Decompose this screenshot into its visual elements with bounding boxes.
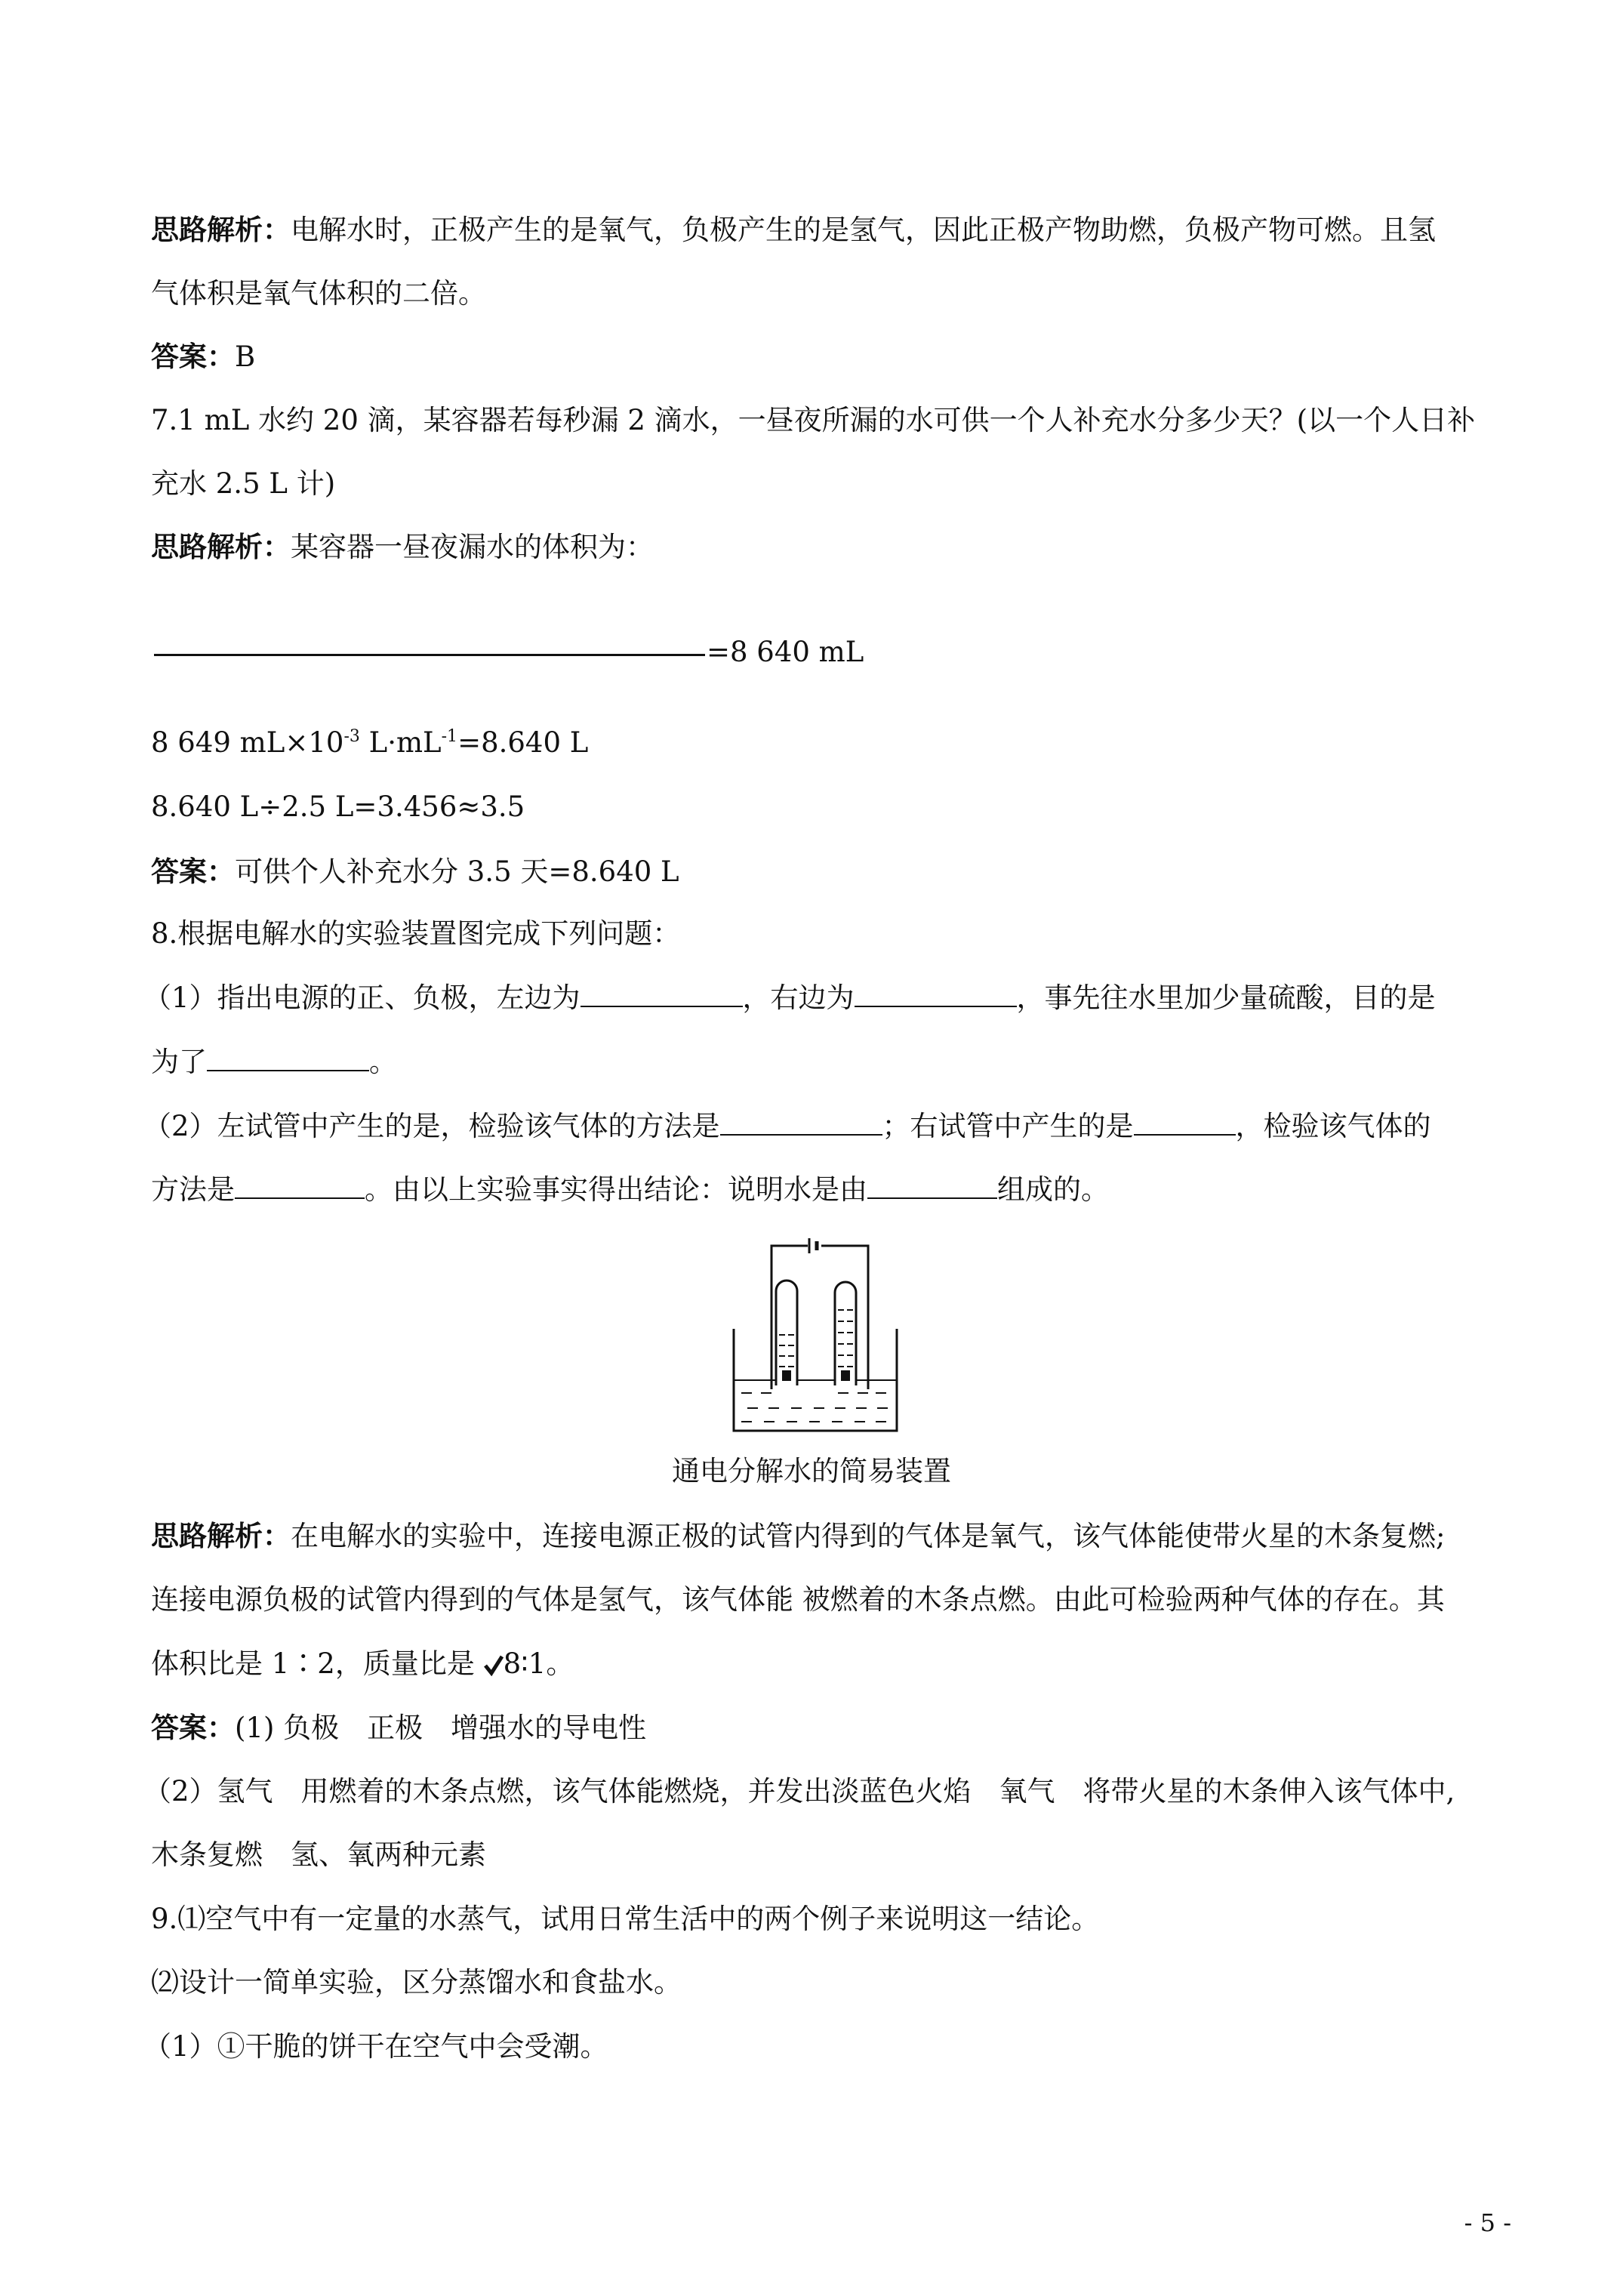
q7-answer-text: 可供个人补充水分 3.5 天=8.640 L <box>235 855 679 888</box>
q8-answer-text1: (1) 负极 正极 增强水的导电性 <box>235 1712 647 1744</box>
q8-title: 8.根据电解水的实验装置图完成下列问题： <box>151 917 681 950</box>
q8-p1-d: 为了 <box>151 1046 207 1078</box>
q8-analysis-line3 <box>151 1646 574 1682</box>
q8-answer-label: 答案： <box>151 1711 235 1744</box>
left-test-tube <box>776 1281 797 1385</box>
q8-p2-b: ；右试管中产生的是 <box>882 1110 1134 1142</box>
q8-analysis-line1 <box>151 1518 1445 1555</box>
q6-answer-label: 答案： <box>151 340 235 373</box>
q6-analysis-text: 电解水时，正极产生的是氧气，负极产生的是氢气，因此正极产物助燃，负极产物可燃。且氢 <box>291 214 1436 246</box>
q8-p1-e: 。 <box>369 1046 397 1078</box>
q6-analysis-line1 <box>151 211 1436 248</box>
q8-part2-line2 <box>151 1172 1109 1208</box>
q7-calc1-a: 8 649 mL×10 <box>151 726 344 759</box>
q7-calc1-exp1: -3 <box>343 727 360 746</box>
q7-answer-label: 答案： <box>151 855 235 888</box>
q8-analysis-text3b: 8∶1。 <box>503 1647 574 1680</box>
q6-answer-text: B <box>235 341 256 373</box>
q8-p2-e: 。由以上实验事实得出结论：说明水是由 <box>365 1173 867 1206</box>
blank-purpose <box>207 1044 369 1071</box>
figure-caption: 通电分解水的简易装置 <box>672 1455 951 1487</box>
right-electrode <box>841 1370 850 1381</box>
q8-p2-a: （2）左试管中产生的是，检验该气体的方法是 <box>143 1110 720 1142</box>
q8-p2-f: 组成的。 <box>997 1173 1109 1206</box>
q6-analysis-label: 思路解析： <box>151 213 291 246</box>
q8-p1-c: ，事先往水里加少量硫酸，目的是 <box>1016 982 1436 1014</box>
blank-conclusion <box>867 1172 997 1199</box>
q8-p2-c: ，检验该气体的 <box>1235 1110 1431 1142</box>
water-dashes <box>741 1393 888 1422</box>
q7-calc1 <box>151 725 588 761</box>
q8-part1-line2 <box>151 1044 397 1080</box>
q8-analysis-label: 思路解析： <box>151 1519 291 1552</box>
q7-calc2: 8.640 L÷2.5 L=3.456≈3.5 <box>151 791 525 823</box>
q8-answer-line1 <box>151 1709 646 1746</box>
fraction-bar <box>154 654 705 656</box>
blank-right-gas <box>1134 1108 1236 1136</box>
q8-answer-line2: （2）氢气 用燃着的木条点燃，该气体能燃烧，并发出淡蓝色火焰 氧气 将带火星的木条伸入该气体中, <box>143 1775 1455 1808</box>
q7-fraction-result: =8 640 mL <box>707 636 864 668</box>
q7-question-line1: 7.1 mL 水约 20 滴，某容器若每秒漏 2 滴水，一昼夜所漏的水可供一个人补充水分多少天？(以一个人日补 <box>151 404 1476 436</box>
electrolysis-apparatus-figure <box>725 1238 906 1438</box>
q8-part2-line1 <box>143 1108 1431 1145</box>
q8-p1-a: （1）指出电源的正、负极，左边为 <box>143 982 581 1014</box>
q8-answer-line3: 木条复燃 氢、氧两种元素 <box>151 1838 486 1871</box>
blank-right-method <box>235 1172 365 1199</box>
q8-p2-d: 方法是 <box>151 1173 235 1206</box>
right-test-tube <box>835 1282 856 1385</box>
q8-analysis-text3a: 体积比是 1∶2，质量比是 <box>151 1647 484 1680</box>
q9-line3: （1）①干脆的饼干在空气中会受潮。 <box>143 2030 608 2063</box>
q7-calc1-c: =8.640 L <box>457 726 589 759</box>
blank-right-electrode <box>855 980 1017 1007</box>
q9-line2: ⑵设计一简单实验，区分蒸馏水和食盐水。 <box>151 1966 682 1999</box>
q8-analysis-text1: 在电解水的实验中，连接电源正极的试管内得到的气体是氧气，该气体能使带火星的木条复燃; <box>291 1520 1446 1552</box>
q8-p1-b: ，右边为 <box>742 982 855 1014</box>
checkmark-icon <box>484 1653 504 1676</box>
q9-line1: 9.⑴空气中有一定量的水蒸气，试用日常生活中的两个例子来说明这一结论。 <box>151 1903 1100 1935</box>
left-electrode <box>782 1370 791 1381</box>
blank-left-method <box>720 1108 882 1136</box>
q7-analysis <box>151 529 654 566</box>
page-number: - 5 - <box>1464 2208 1511 2237</box>
q6-answer <box>151 338 255 375</box>
q8-analysis-line2: 连接电源负极的试管内得到的气体是氢气，该气体能 被燃着的木条点燃。由此可检验两种气体的存在。其 <box>151 1583 1445 1616</box>
q8-part1-line1 <box>143 980 1436 1016</box>
q7-calc1-exp2: -1 <box>441 727 458 746</box>
q7-question-line2: 充水 2.5 L 计) <box>151 467 336 500</box>
q7-calc1-b: L·mL <box>359 726 442 759</box>
q7-analysis-text: 某容器一昼夜漏水的体积为： <box>291 531 654 563</box>
q7-analysis-label: 思路解析： <box>151 530 291 563</box>
blank-left-electrode <box>581 980 743 1007</box>
q6-analysis-line2: 气体积是氧气体积的二倍。 <box>151 277 486 310</box>
q7-answer <box>151 853 679 890</box>
